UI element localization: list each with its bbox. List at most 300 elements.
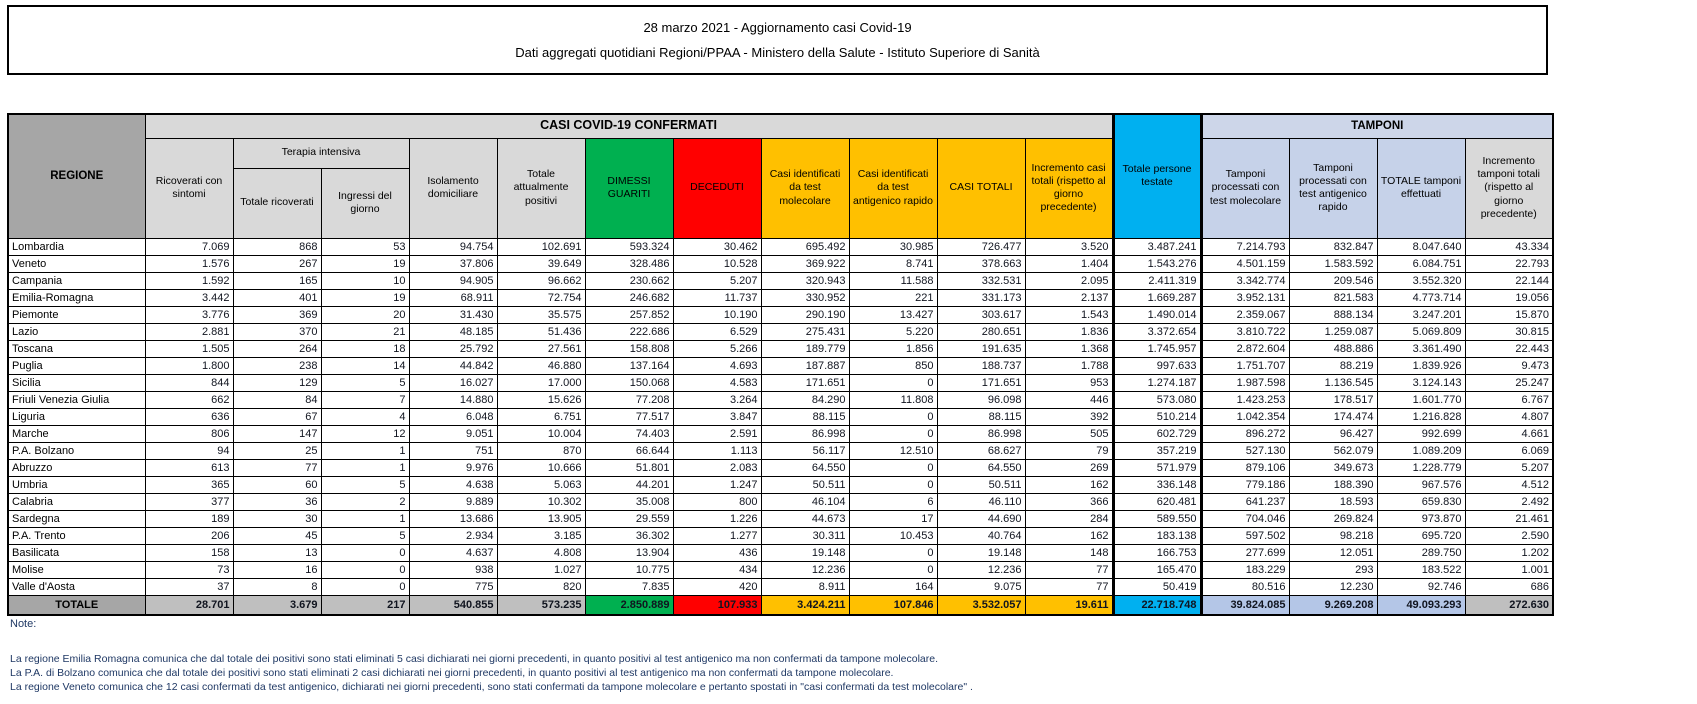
total-value-cell: 272.630 bbox=[1465, 595, 1553, 615]
table-row bbox=[8, 306, 1553, 323]
total-value-cell: 22.718.748 bbox=[1113, 595, 1201, 615]
value-cell: 30 bbox=[233, 510, 321, 527]
value-cell: 19.148 bbox=[937, 544, 1025, 561]
value-cell: 86.998 bbox=[937, 425, 1025, 442]
value-cell: 269 bbox=[1025, 459, 1113, 476]
value-cell: 129 bbox=[233, 374, 321, 391]
value-cell: 0 bbox=[321, 578, 409, 595]
value-cell: 209.546 bbox=[1289, 272, 1377, 289]
value-cell: 11.737 bbox=[673, 289, 761, 306]
value-cell: 3.520 bbox=[1025, 238, 1113, 255]
value-cell: 1.800 bbox=[145, 357, 233, 374]
value-cell: 0 bbox=[321, 561, 409, 578]
total-value-cell: 3.532.057 bbox=[937, 595, 1025, 615]
value-cell: 30.815 bbox=[1465, 323, 1553, 340]
value-cell: 43.334 bbox=[1465, 238, 1553, 255]
value-cell: 3.372.654 bbox=[1113, 323, 1201, 340]
col-header-tamponi-molecolare: Tamponi processati con test molecolare bbox=[1201, 138, 1289, 238]
value-cell: 779.186 bbox=[1201, 476, 1289, 493]
value-cell: 17 bbox=[849, 510, 937, 527]
value-cell: 290.190 bbox=[761, 306, 849, 323]
value-cell: 2.137 bbox=[1025, 289, 1113, 306]
total-value-cell: 28.701 bbox=[145, 595, 233, 615]
value-cell: 4.808 bbox=[497, 544, 585, 561]
value-cell: 3.124.143 bbox=[1377, 374, 1465, 391]
value-cell: 938 bbox=[409, 561, 497, 578]
value-cell: 659.830 bbox=[1377, 493, 1465, 510]
value-cell: 9.889 bbox=[409, 493, 497, 510]
col-header-regione: REGIONE bbox=[8, 114, 145, 238]
value-cell: 72.754 bbox=[497, 289, 585, 306]
notes-heading: Note: bbox=[10, 618, 37, 630]
region-cell: Campania bbox=[8, 272, 145, 289]
value-cell: 1.259.087 bbox=[1289, 323, 1377, 340]
value-cell: 12.230 bbox=[1289, 578, 1377, 595]
total-label-cell: TOTALE bbox=[8, 595, 145, 615]
value-cell: 330.952 bbox=[761, 289, 849, 306]
value-cell: 662 bbox=[145, 391, 233, 408]
value-cell: 86.998 bbox=[761, 425, 849, 442]
table-row bbox=[8, 323, 1553, 340]
value-cell: 2.083 bbox=[673, 459, 761, 476]
value-cell: 1.228.779 bbox=[1377, 459, 1465, 476]
value-cell: 11.808 bbox=[849, 391, 937, 408]
value-cell: 221 bbox=[849, 289, 937, 306]
value-cell: 27.561 bbox=[497, 340, 585, 357]
value-cell: 293 bbox=[1289, 561, 1377, 578]
value-cell: 6.767 bbox=[1465, 391, 1553, 408]
value-cell: 11.588 bbox=[849, 272, 937, 289]
value-cell: 2.411.319 bbox=[1113, 272, 1201, 289]
value-cell: 888.134 bbox=[1289, 306, 1377, 323]
report-subtitle: Dati aggregati quotidiani Regioni/PPAA - Ministero della Salute - Istituto Superiore di Sanità bbox=[515, 45, 1040, 61]
value-cell: 377 bbox=[145, 493, 233, 510]
value-cell: 35.008 bbox=[585, 493, 673, 510]
value-cell: 9.473 bbox=[1465, 357, 1553, 374]
value-cell: 29.559 bbox=[585, 510, 673, 527]
value-cell: 96.662 bbox=[497, 272, 585, 289]
value-cell: 6 bbox=[849, 493, 937, 510]
value-cell: 21 bbox=[321, 323, 409, 340]
value-cell: 158 bbox=[145, 544, 233, 561]
value-cell: 4 bbox=[321, 408, 409, 425]
table-row bbox=[8, 272, 1553, 289]
value-cell: 1.202 bbox=[1465, 544, 1553, 561]
value-cell: 868 bbox=[233, 238, 321, 255]
value-cell: 365 bbox=[145, 476, 233, 493]
region-cell: Piemonte bbox=[8, 306, 145, 323]
table-row bbox=[8, 374, 1553, 391]
value-cell: 264 bbox=[233, 340, 321, 357]
value-cell: 96.098 bbox=[937, 391, 1025, 408]
value-cell: 10.666 bbox=[497, 459, 585, 476]
value-cell: 602.729 bbox=[1113, 425, 1201, 442]
value-cell: 0 bbox=[849, 425, 937, 442]
value-cell: 3.247.201 bbox=[1377, 306, 1465, 323]
total-value-cell: 540.855 bbox=[409, 595, 497, 615]
col-header-ricoverati-sintomi: Ricoverati con sintomi bbox=[145, 138, 233, 238]
col-header-isolamento: Isolamento domiciliare bbox=[409, 138, 497, 238]
value-cell: 0 bbox=[849, 476, 937, 493]
value-cell: 1.247 bbox=[673, 476, 761, 493]
table-row bbox=[8, 255, 1553, 272]
total-value-cell: 573.235 bbox=[497, 595, 585, 615]
value-cell: 50.419 bbox=[1113, 578, 1201, 595]
value-cell: 821.583 bbox=[1289, 289, 1377, 306]
value-cell: 189.779 bbox=[761, 340, 849, 357]
value-cell: 7 bbox=[321, 391, 409, 408]
value-cell: 5 bbox=[321, 374, 409, 391]
value-cell: 1.113 bbox=[673, 442, 761, 459]
value-cell: 19 bbox=[321, 289, 409, 306]
value-cell: 77 bbox=[1025, 578, 1113, 595]
value-cell: 357.219 bbox=[1113, 442, 1201, 459]
total-value-cell: 39.824.085 bbox=[1201, 595, 1289, 615]
value-cell: 967.576 bbox=[1377, 476, 1465, 493]
value-cell: 269.824 bbox=[1289, 510, 1377, 527]
value-cell: 336.148 bbox=[1113, 476, 1201, 493]
value-cell: 5 bbox=[321, 476, 409, 493]
value-cell: 4.501.159 bbox=[1201, 255, 1289, 272]
value-cell: 332.531 bbox=[937, 272, 1025, 289]
value-cell: 378.663 bbox=[937, 255, 1025, 272]
value-cell: 870 bbox=[497, 442, 585, 459]
value-cell: 641.237 bbox=[1201, 493, 1289, 510]
value-cell: 183.138 bbox=[1113, 527, 1201, 544]
value-cell: 12.236 bbox=[937, 561, 1025, 578]
value-cell: 191.635 bbox=[937, 340, 1025, 357]
value-cell: 1.001 bbox=[1465, 561, 1553, 578]
value-cell: 171.651 bbox=[761, 374, 849, 391]
col-header-deceduti: DECEDUTI bbox=[673, 138, 761, 238]
value-cell: 5.063 bbox=[497, 476, 585, 493]
total-value-cell: 3.679 bbox=[233, 595, 321, 615]
value-cell: 3.776 bbox=[145, 306, 233, 323]
value-cell: 3.342.774 bbox=[1201, 272, 1289, 289]
value-cell: 48.185 bbox=[409, 323, 497, 340]
value-cell: 992.699 bbox=[1377, 425, 1465, 442]
value-cell: 275.431 bbox=[761, 323, 849, 340]
value-cell: 1.089.209 bbox=[1377, 442, 1465, 459]
value-cell: 800 bbox=[673, 493, 761, 510]
table-row bbox=[8, 289, 1553, 306]
value-cell: 46.880 bbox=[497, 357, 585, 374]
value-cell: 73 bbox=[145, 561, 233, 578]
value-cell: 320.943 bbox=[761, 272, 849, 289]
value-cell: 695.492 bbox=[761, 238, 849, 255]
note-line: La regione Emilia Romagna comunica che dal totale dei positivi sono stati eliminati 5 casi dichiarati nei giorni precedenti, in quanto positivi al test antigenico ma non confermati da tampone molecolare. bbox=[10, 653, 939, 665]
value-cell: 4.661 bbox=[1465, 425, 1553, 442]
value-cell: 9.051 bbox=[409, 425, 497, 442]
value-cell: 102.691 bbox=[497, 238, 585, 255]
value-cell: 4.637 bbox=[409, 544, 497, 561]
value-cell: 68.911 bbox=[409, 289, 497, 306]
value-cell: 20 bbox=[321, 306, 409, 323]
value-cell: 1.543 bbox=[1025, 306, 1113, 323]
region-cell: Liguria bbox=[8, 408, 145, 425]
value-cell: 806 bbox=[145, 425, 233, 442]
value-cell: 370 bbox=[233, 323, 321, 340]
value-cell: 704.046 bbox=[1201, 510, 1289, 527]
total-value-cell: 49.093.293 bbox=[1377, 595, 1465, 615]
value-cell: 8.741 bbox=[849, 255, 937, 272]
value-cell: 613 bbox=[145, 459, 233, 476]
total-value-cell: 217 bbox=[321, 595, 409, 615]
value-cell: 25.792 bbox=[409, 340, 497, 357]
value-cell: 10.302 bbox=[497, 493, 585, 510]
table-header bbox=[8, 114, 1553, 238]
value-cell: 434 bbox=[673, 561, 761, 578]
col-header-persone-testate: Totale persone testate bbox=[1113, 114, 1201, 238]
value-cell: 13.427 bbox=[849, 306, 937, 323]
value-cell: 18 bbox=[321, 340, 409, 357]
value-cell: 775 bbox=[409, 578, 497, 595]
col-header-totale-tamponi: TOTALE tamponi effettuati bbox=[1377, 138, 1465, 238]
value-cell: 19 bbox=[321, 255, 409, 272]
value-cell: 3.264 bbox=[673, 391, 761, 408]
value-cell: 14.880 bbox=[409, 391, 497, 408]
value-cell: 3.847 bbox=[673, 408, 761, 425]
value-cell: 35.575 bbox=[497, 306, 585, 323]
value-cell: 284 bbox=[1025, 510, 1113, 527]
table-body bbox=[8, 238, 1553, 615]
value-cell: 349.673 bbox=[1289, 459, 1377, 476]
region-cell: Basilicata bbox=[8, 544, 145, 561]
value-cell: 88.219 bbox=[1289, 357, 1377, 374]
col-header-totale-ricoverati: Totale ricoverati bbox=[233, 168, 321, 238]
value-cell: 187.887 bbox=[761, 357, 849, 374]
title-box bbox=[7, 5, 1548, 75]
value-cell: 3.952.131 bbox=[1201, 289, 1289, 306]
table-row bbox=[8, 476, 1553, 493]
value-cell: 4.807 bbox=[1465, 408, 1553, 425]
value-cell: 178.517 bbox=[1289, 391, 1377, 408]
table-row bbox=[8, 340, 1553, 357]
value-cell: 51.436 bbox=[497, 323, 585, 340]
value-cell: 6.751 bbox=[497, 408, 585, 425]
value-cell: 94 bbox=[145, 442, 233, 459]
value-cell: 10.528 bbox=[673, 255, 761, 272]
value-cell: 6.069 bbox=[1465, 442, 1553, 459]
total-value-cell: 2.850.889 bbox=[585, 595, 673, 615]
value-cell: 636 bbox=[145, 408, 233, 425]
value-cell: 246.682 bbox=[585, 289, 673, 306]
value-cell: 17.000 bbox=[497, 374, 585, 391]
note-line: La P.A. di Bolzano comunica che dal totale dei positivi sono stati eliminati 2 casi dichiarati nei giorni precedenti, in quanto positivi al test antigenico ma non confermati da tampone molecolare. bbox=[10, 667, 894, 679]
value-cell: 77 bbox=[233, 459, 321, 476]
value-cell: 88.115 bbox=[761, 408, 849, 425]
value-cell: 10.453 bbox=[849, 527, 937, 544]
value-cell: 80.516 bbox=[1201, 578, 1289, 595]
value-cell: 14 bbox=[321, 357, 409, 374]
value-cell: 165.470 bbox=[1113, 561, 1201, 578]
value-cell: 366 bbox=[1025, 493, 1113, 510]
value-cell: 98.218 bbox=[1289, 527, 1377, 544]
value-cell: 1.490.014 bbox=[1113, 306, 1201, 323]
region-cell: Marche bbox=[8, 425, 145, 442]
value-cell: 13.905 bbox=[497, 510, 585, 527]
value-cell: 30.985 bbox=[849, 238, 937, 255]
value-cell: 162 bbox=[1025, 527, 1113, 544]
value-cell: 206 bbox=[145, 527, 233, 544]
value-cell: 436 bbox=[673, 544, 761, 561]
value-cell: 9.976 bbox=[409, 459, 497, 476]
note-line: La regione Veneto comunica che 12 casi confermati da test antigenico, dichiarati nei giorni precedenti, sono stati confermati da tampone molecolare e pertanto spostati in "casi confermati da test molecolare" . bbox=[10, 681, 973, 693]
value-cell: 1.277 bbox=[673, 527, 761, 544]
value-cell: 171.651 bbox=[937, 374, 1025, 391]
value-cell: 3.487.241 bbox=[1113, 238, 1201, 255]
value-cell: 9.075 bbox=[937, 578, 1025, 595]
value-cell: 1 bbox=[321, 459, 409, 476]
value-cell: 64.550 bbox=[761, 459, 849, 476]
value-cell: 10.775 bbox=[585, 561, 673, 578]
value-cell: 92.746 bbox=[1377, 578, 1465, 595]
value-cell: 0 bbox=[849, 561, 937, 578]
value-cell: 77 bbox=[1025, 561, 1113, 578]
value-cell: 820 bbox=[497, 578, 585, 595]
value-cell: 166.753 bbox=[1113, 544, 1201, 561]
value-cell: 597.502 bbox=[1201, 527, 1289, 544]
value-cell: 1.042.354 bbox=[1201, 408, 1289, 425]
value-cell: 15.626 bbox=[497, 391, 585, 408]
value-cell: 50.511 bbox=[937, 476, 1025, 493]
value-cell: 188.390 bbox=[1289, 476, 1377, 493]
value-cell: 3.185 bbox=[497, 527, 585, 544]
value-cell: 94.905 bbox=[409, 272, 497, 289]
value-cell: 0 bbox=[321, 544, 409, 561]
table-row bbox=[8, 510, 1553, 527]
value-cell: 66.644 bbox=[585, 442, 673, 459]
value-cell: 997.633 bbox=[1113, 357, 1201, 374]
value-cell: 25 bbox=[233, 442, 321, 459]
value-cell: 3.361.490 bbox=[1377, 340, 1465, 357]
value-cell: 96.427 bbox=[1289, 425, 1377, 442]
value-cell: 37.806 bbox=[409, 255, 497, 272]
value-cell: 510.214 bbox=[1113, 408, 1201, 425]
value-cell: 10.004 bbox=[497, 425, 585, 442]
value-cell: 844 bbox=[145, 374, 233, 391]
value-cell: 5.220 bbox=[849, 323, 937, 340]
value-cell: 7.214.793 bbox=[1201, 238, 1289, 255]
value-cell: 369.922 bbox=[761, 255, 849, 272]
region-cell: Puglia bbox=[8, 357, 145, 374]
table-row bbox=[8, 544, 1553, 561]
value-cell: 164 bbox=[849, 578, 937, 595]
value-cell: 189 bbox=[145, 510, 233, 527]
report-title: 28 marzo 2021 - Aggiornamento casi Covid-19 bbox=[643, 19, 912, 35]
value-cell: 44.842 bbox=[409, 357, 497, 374]
value-cell: 238 bbox=[233, 357, 321, 374]
value-cell: 77.517 bbox=[585, 408, 673, 425]
table-row bbox=[8, 391, 1553, 408]
value-cell: 1.404 bbox=[1025, 255, 1113, 272]
value-cell: 7.835 bbox=[585, 578, 673, 595]
value-cell: 953 bbox=[1025, 374, 1113, 391]
value-cell: 230.662 bbox=[585, 272, 673, 289]
value-cell: 10.190 bbox=[673, 306, 761, 323]
total-value-cell: 9.269.208 bbox=[1289, 595, 1377, 615]
value-cell: 2.591 bbox=[673, 425, 761, 442]
value-cell: 137.164 bbox=[585, 357, 673, 374]
value-cell: 1.856 bbox=[849, 340, 937, 357]
value-cell: 303.617 bbox=[937, 306, 1025, 323]
value-cell: 1.788 bbox=[1025, 357, 1113, 374]
value-cell: 25.247 bbox=[1465, 374, 1553, 391]
value-cell: 12 bbox=[321, 425, 409, 442]
value-cell: 150.068 bbox=[585, 374, 673, 391]
region-cell: Valle d'Aosta bbox=[8, 578, 145, 595]
value-cell: 84.290 bbox=[761, 391, 849, 408]
value-cell: 46.110 bbox=[937, 493, 1025, 510]
col-header-attualmente-positivi: Totale attualmente positivi bbox=[497, 138, 585, 238]
table-row bbox=[8, 238, 1553, 255]
value-cell: 1.669.287 bbox=[1113, 289, 1201, 306]
value-cell: 1.136.545 bbox=[1289, 374, 1377, 391]
value-cell: 5.266 bbox=[673, 340, 761, 357]
region-cell: P.A. Trento bbox=[8, 527, 145, 544]
value-cell: 30.311 bbox=[761, 527, 849, 544]
table-row bbox=[8, 442, 1553, 459]
value-cell: 505 bbox=[1025, 425, 1113, 442]
value-cell: 12.236 bbox=[761, 561, 849, 578]
table-row bbox=[8, 561, 1553, 578]
value-cell: 1.601.770 bbox=[1377, 391, 1465, 408]
region-cell: Sicilia bbox=[8, 374, 145, 391]
total-value-cell: 107.933 bbox=[673, 595, 761, 615]
value-cell: 573.080 bbox=[1113, 391, 1201, 408]
value-cell: 267 bbox=[233, 255, 321, 272]
value-cell: 0 bbox=[849, 374, 937, 391]
value-cell: 21.461 bbox=[1465, 510, 1553, 527]
value-cell: 527.130 bbox=[1201, 442, 1289, 459]
value-cell: 67 bbox=[233, 408, 321, 425]
value-cell: 1 bbox=[321, 442, 409, 459]
region-cell: Lombardia bbox=[8, 238, 145, 255]
value-cell: 40.764 bbox=[937, 527, 1025, 544]
col-header-tamponi-antigenico: Tamponi processati con test antigenico rapido bbox=[1289, 138, 1377, 238]
value-cell: 832.847 bbox=[1289, 238, 1377, 255]
value-cell: 60 bbox=[233, 476, 321, 493]
value-cell: 277.699 bbox=[1201, 544, 1289, 561]
value-cell: 6.048 bbox=[409, 408, 497, 425]
value-cell: 1.836 bbox=[1025, 323, 1113, 340]
value-cell: 1.027 bbox=[497, 561, 585, 578]
total-value-cell: 19.611 bbox=[1025, 595, 1113, 615]
value-cell: 2.934 bbox=[409, 527, 497, 544]
table-row bbox=[8, 425, 1553, 442]
region-cell: Calabria bbox=[8, 493, 145, 510]
value-cell: 50.511 bbox=[761, 476, 849, 493]
region-cell: P.A. Bolzano bbox=[8, 442, 145, 459]
value-cell: 328.486 bbox=[585, 255, 673, 272]
region-cell: Lazio bbox=[8, 323, 145, 340]
value-cell: 162 bbox=[1025, 476, 1113, 493]
value-cell: 620.481 bbox=[1113, 493, 1201, 510]
value-cell: 22.144 bbox=[1465, 272, 1553, 289]
value-cell: 2.095 bbox=[1025, 272, 1113, 289]
value-cell: 45 bbox=[233, 527, 321, 544]
value-cell: 16.027 bbox=[409, 374, 497, 391]
value-cell: 10 bbox=[321, 272, 409, 289]
value-cell: 84 bbox=[233, 391, 321, 408]
value-cell: 2 bbox=[321, 493, 409, 510]
value-cell: 44.690 bbox=[937, 510, 1025, 527]
value-cell: 1.216.828 bbox=[1377, 408, 1465, 425]
value-cell: 3.552.320 bbox=[1377, 272, 1465, 289]
value-cell: 2.881 bbox=[145, 323, 233, 340]
value-cell: 280.651 bbox=[937, 323, 1025, 340]
value-cell: 446 bbox=[1025, 391, 1113, 408]
